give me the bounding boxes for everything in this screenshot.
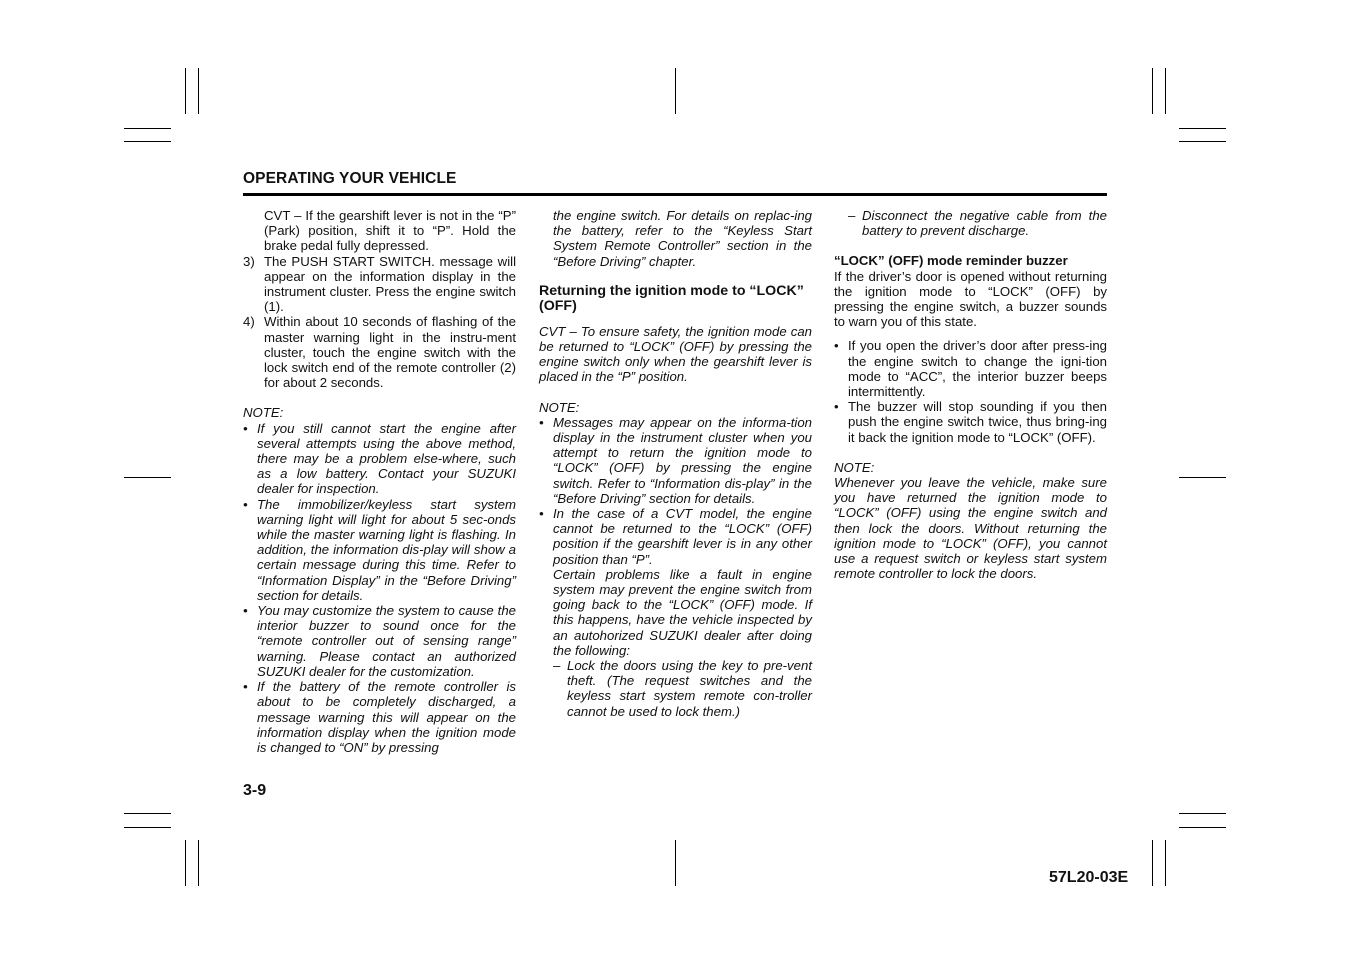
crop-mark xyxy=(124,477,171,478)
crop-mark xyxy=(198,840,199,886)
note-item xyxy=(243,497,516,603)
crop-mark xyxy=(1165,68,1166,114)
step-item xyxy=(243,254,516,315)
bullet-marker: • xyxy=(243,420,248,436)
dash-item-text: Lock the doors using the key to pre-vent theft. (The request switches and the keyless start system remote con-troller cannot be used to lock them.) xyxy=(567,658,812,719)
crop-mark xyxy=(675,68,676,114)
crop-mark xyxy=(124,827,171,828)
crop-mark xyxy=(1152,68,1153,114)
note-item xyxy=(539,506,812,567)
bullet-item-text: If you open the driver’s door after press-ing the engine switch to change the igni-tion mode to “ACC”, the interior buzzer beeps intermittently. xyxy=(848,338,1107,400)
crop-mark xyxy=(124,128,171,129)
bullet-marker: • xyxy=(243,496,248,512)
note-item-text: You may customize the system to cause the interior buzzer to sound once for the “remote controller out of sensing range” warning. Please contact an authorized SUZUKI dealer for the customization. xyxy=(257,603,516,679)
note-item xyxy=(243,679,516,755)
note-item xyxy=(243,603,516,679)
note-item-text: The immobilizer/keyless start system warning light will light for about 5 sec-onds while the master warning light is flashing. In addition, the information dis-play will show a certain message during this time. Refer to “Information Display” in the “Before Driving” section for details. xyxy=(257,496,516,603)
note-continuation: the engine switch. For details on replac-ing the battery, refer to the “Keyless Start System Remote Controller” section in the “Before Driving” chapter. xyxy=(553,208,812,269)
step-text: Within about 10 seconds of flashing of the master warning light in the instru-ment cluster, touch the engine switch with the lock switch end of the remote controller (2) for about 2 seconds. xyxy=(264,314,516,391)
subsection-heading: “LOCK” (OFF) mode reminder buzzer xyxy=(834,253,1068,269)
crop-mark xyxy=(1179,141,1226,142)
crop-mark xyxy=(675,840,676,886)
dash-item xyxy=(848,208,1107,238)
note-item-continued: Certain problems like a fault in engine system may prevent the engine switch from going back to the “LOCK” (OFF) mode. If this happens, have the vehicle inspected by an autohorized SUZUKI dealer after doing the following: xyxy=(553,566,812,658)
document-code: 57L20-03E xyxy=(1049,869,1129,886)
crop-mark xyxy=(1179,477,1226,478)
crop-mark xyxy=(1152,840,1153,886)
bullet-item-text: The buzzer will stop sounding if you then push the engine switch twice, thus bring-ing it back the ignition mode to “LOCK” (OFF). xyxy=(848,399,1107,445)
column-1 xyxy=(243,208,516,755)
dash-item-text: Disconnect the negative cable from the battery to prevent discharge. xyxy=(862,208,1107,239)
note-label: NOTE: xyxy=(539,399,580,415)
column-2 xyxy=(539,208,812,719)
crop-mark xyxy=(124,813,171,814)
step-number: 4) xyxy=(243,314,255,330)
step-text: The PUSH START SWITCH. message will appear on the information display in the instrument cluster. Press the engine switch (1). xyxy=(264,253,516,315)
column-3 xyxy=(834,208,1107,581)
dash-item xyxy=(553,658,812,719)
bullet-item xyxy=(834,338,1107,399)
page-number: 3-9 xyxy=(243,782,267,799)
dash-marker: – xyxy=(553,658,561,674)
bullet-marker: • xyxy=(243,679,248,695)
note-label: NOTE: xyxy=(834,459,875,475)
note-item-text: If the battery of the remote controller is about to be completely discharged, a message warning this will appear on the information display when the ignition mode is changed to “ON” by pressing xyxy=(257,679,516,755)
cvt-intro: CVT – If the gearshift lever is not in the “P” (Park) position, shift it to “P”. Hold the brake pedal fully depressed. xyxy=(264,208,516,254)
note-text: Whenever you leave the vehicle, make sure you have returned the ignition mode to “LOCK” (OFF) using the engine switch and then lock the doors. Without returning the ignition mode to “LOCK” (OFF), you cannot use a request switch or keyless start system remote controller to lock the doors. xyxy=(834,475,1107,582)
crop-mark xyxy=(124,141,171,142)
crop-mark xyxy=(198,68,199,114)
dash-marker: – xyxy=(848,208,856,223)
bullet-marker: • xyxy=(539,414,544,430)
note-item-text: In the case of a CVT model, the engine cannot be returned to the “LOCK” (OFF) position if the gearshift lever is in any other position than “P”. xyxy=(553,506,812,567)
step-number: 3) xyxy=(243,253,255,269)
crop-mark xyxy=(185,840,186,886)
note-item-text: If you still cannot start the engine after several attempts using the above method, there may be a problem else-where, such as a low battery. Contact your SUZUKI dealer for inspection. xyxy=(257,420,516,497)
note-item-text: Messages may appear on the informa-tion display in the instrument cluster when you attempt to return the ignition mode to “LOCK” (OFF) by pressing the engine switch. Refer to “Information dis-play” in the “Before Driving” section for details. xyxy=(553,414,812,506)
bullet-marker: • xyxy=(539,506,544,522)
section-header: OPERATING YOUR VEHICLE xyxy=(243,170,457,187)
note-item xyxy=(539,415,812,506)
bullet-marker: • xyxy=(834,338,839,354)
crop-mark xyxy=(1179,827,1226,828)
section-heading: Returning the ignition mode to “LOCK” (OFF) xyxy=(539,282,804,315)
buzzer-body-text: If the driver’s door is opened without returning the ignition mode to “LOCK” (OFF) by pressing the engine switch, a buzzer sounds to warn you of this state. xyxy=(834,268,1107,330)
crop-mark xyxy=(1165,840,1166,886)
bullet-item xyxy=(834,399,1107,445)
bullet-marker: • xyxy=(834,399,839,415)
note-label: NOTE: xyxy=(243,405,284,421)
cvt-safety-text: CVT – To ensure safety, the ignition mode can be returned to “LOCK” (OFF) by pressing the engine switch only when the gearshift lever is placed in the “P” position. xyxy=(539,323,812,385)
note-item xyxy=(243,421,516,497)
header-rule xyxy=(243,193,1107,196)
crop-mark xyxy=(1179,128,1226,129)
bullet-marker: • xyxy=(243,603,248,619)
crop-mark xyxy=(185,68,186,114)
crop-mark xyxy=(1179,813,1226,814)
step-item xyxy=(243,314,516,390)
